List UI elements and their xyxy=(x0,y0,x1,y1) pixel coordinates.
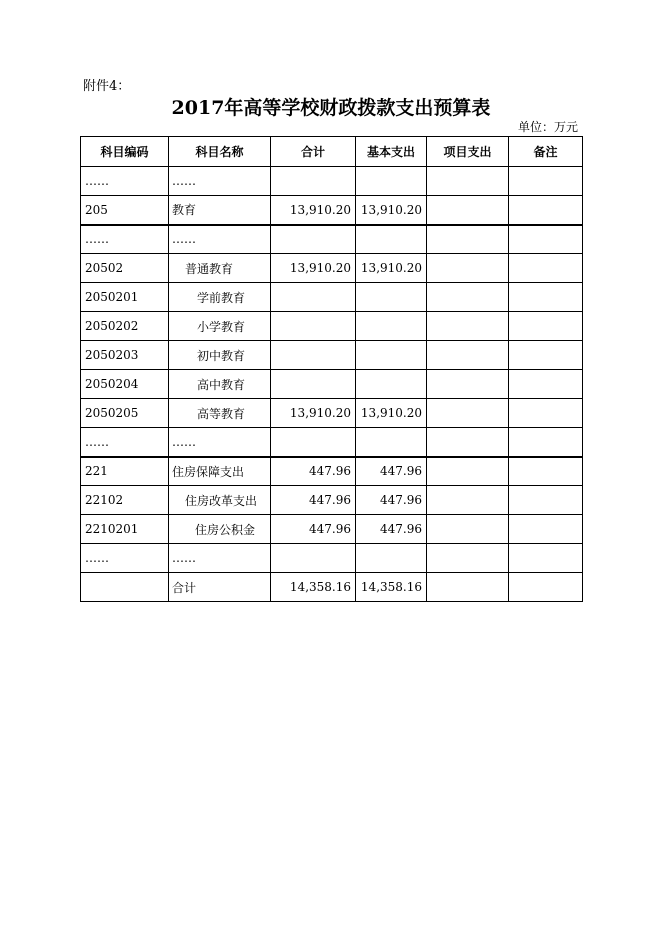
code-cell: 2050203 xyxy=(81,341,169,370)
basic-expenditure-cell: 13,910.20 xyxy=(356,254,427,283)
project-expenditure-cell xyxy=(427,486,509,515)
basic-expenditure-cell xyxy=(356,167,427,196)
name-cell: 住房改革支出 xyxy=(169,486,271,515)
total-cell: 447.96 xyxy=(271,457,356,486)
project-expenditure-cell xyxy=(427,225,509,254)
name-cell: …… xyxy=(169,225,271,254)
basic-expenditure-cell xyxy=(356,428,427,457)
code-cell: 2210201 xyxy=(81,515,169,544)
header-basic-expenditure: 基本支出 xyxy=(356,137,427,167)
note-cell xyxy=(509,254,583,283)
table-row xyxy=(81,196,583,225)
total-cell xyxy=(271,283,356,312)
project-expenditure-cell xyxy=(427,283,509,312)
name-cell: 普通教育 xyxy=(169,254,271,283)
name-cell: 教育 xyxy=(169,196,271,225)
table-row xyxy=(81,544,583,573)
note-cell xyxy=(509,457,583,486)
basic-expenditure-cell xyxy=(356,544,427,573)
code-cell: …… xyxy=(81,167,169,196)
total-cell xyxy=(271,370,356,399)
note-cell xyxy=(509,428,583,457)
code-cell: 2050202 xyxy=(81,312,169,341)
note-cell xyxy=(509,341,583,370)
basic-expenditure-cell: 13,910.20 xyxy=(356,399,427,428)
code-cell: 205 xyxy=(81,196,169,225)
code-cell: 20502 xyxy=(81,254,169,283)
total-cell: 447.96 xyxy=(271,515,356,544)
name-cell: 住房保障支出 xyxy=(169,457,271,486)
name-cell: 高等教育 xyxy=(169,399,271,428)
header-project-expenditure: 项目支出 xyxy=(427,137,509,167)
table-row xyxy=(81,283,583,312)
note-cell xyxy=(509,515,583,544)
name-cell: 高中教育 xyxy=(169,370,271,399)
name-cell: 初中教育 xyxy=(169,341,271,370)
basic-expenditure-cell xyxy=(356,341,427,370)
total-cell: 14,358.16 xyxy=(271,573,356,602)
total-cell: 13,910.20 xyxy=(271,196,356,225)
table-row xyxy=(81,399,583,428)
unit-label: 单位：万元 xyxy=(517,120,578,134)
table-body xyxy=(81,167,583,602)
table-row xyxy=(81,573,583,602)
project-expenditure-cell xyxy=(427,428,509,457)
project-expenditure-cell xyxy=(427,399,509,428)
table-row xyxy=(81,225,583,254)
code-cell: …… xyxy=(81,225,169,254)
note-cell xyxy=(509,312,583,341)
project-expenditure-cell xyxy=(427,515,509,544)
table-row xyxy=(81,370,583,399)
code-cell: …… xyxy=(81,428,169,457)
total-cell xyxy=(271,312,356,341)
project-expenditure-cell xyxy=(427,167,509,196)
basic-expenditure-cell: 447.96 xyxy=(356,457,427,486)
basic-expenditure-cell: 14,358.16 xyxy=(356,573,427,602)
note-cell xyxy=(509,196,583,225)
note-cell xyxy=(509,544,583,573)
code-cell: 2050201 xyxy=(81,283,169,312)
table-row xyxy=(81,428,583,457)
basic-expenditure-cell: 447.96 xyxy=(356,486,427,515)
project-expenditure-cell xyxy=(427,573,509,602)
project-expenditure-cell xyxy=(427,370,509,399)
name-cell: …… xyxy=(169,167,271,196)
header-subject-name: 科目名称 xyxy=(169,137,271,167)
table-row xyxy=(81,457,583,486)
project-expenditure-cell xyxy=(427,544,509,573)
name-cell: …… xyxy=(169,544,271,573)
total-cell xyxy=(271,167,356,196)
table-row xyxy=(81,515,583,544)
total-cell xyxy=(271,225,356,254)
code-cell: 2050205 xyxy=(81,399,169,428)
table-row xyxy=(81,341,583,370)
name-cell: 小学教育 xyxy=(169,312,271,341)
total-cell xyxy=(271,544,356,573)
name-cell: 合计 xyxy=(169,573,271,602)
table-row xyxy=(81,312,583,341)
note-cell xyxy=(509,225,583,254)
basic-expenditure-cell: 447.96 xyxy=(356,515,427,544)
budget-table xyxy=(80,136,583,602)
note-cell xyxy=(509,283,583,312)
note-cell xyxy=(509,399,583,428)
total-cell: 447.96 xyxy=(271,486,356,515)
note-cell xyxy=(509,573,583,602)
code-cell: …… xyxy=(81,544,169,573)
code-cell: 22102 xyxy=(81,486,169,515)
project-expenditure-cell xyxy=(427,457,509,486)
table-row xyxy=(81,254,583,283)
project-expenditure-cell xyxy=(427,341,509,370)
total-cell xyxy=(271,341,356,370)
project-expenditure-cell xyxy=(427,254,509,283)
table-row xyxy=(81,167,583,196)
project-expenditure-cell xyxy=(427,312,509,341)
note-cell xyxy=(509,486,583,515)
name-cell: 住房公积金 xyxy=(169,515,271,544)
code-cell: 221 xyxy=(81,457,169,486)
total-cell: 13,910.20 xyxy=(271,254,356,283)
basic-expenditure-cell xyxy=(356,283,427,312)
note-cell xyxy=(509,167,583,196)
basic-expenditure-cell: 13,910.20 xyxy=(356,196,427,225)
table-row xyxy=(81,486,583,515)
basic-expenditure-cell xyxy=(356,225,427,254)
note-cell xyxy=(509,370,583,399)
header-note: 备注 xyxy=(509,137,583,167)
header-total: 合计 xyxy=(271,137,356,167)
total-cell xyxy=(271,428,356,457)
header-subject-code: 科目编码 xyxy=(81,137,169,167)
basic-expenditure-cell xyxy=(356,370,427,399)
code-cell: 2050204 xyxy=(81,370,169,399)
name-cell: …… xyxy=(169,428,271,457)
page-title: 2017年高等学校财政拨款支出预算表 xyxy=(171,97,491,119)
project-expenditure-cell xyxy=(427,196,509,225)
name-cell: 学前教育 xyxy=(169,283,271,312)
table-header-row xyxy=(81,137,583,167)
total-cell: 13,910.20 xyxy=(271,399,356,428)
code-cell xyxy=(81,573,169,602)
attachment-label: 附件4： xyxy=(83,79,131,94)
basic-expenditure-cell xyxy=(356,312,427,341)
